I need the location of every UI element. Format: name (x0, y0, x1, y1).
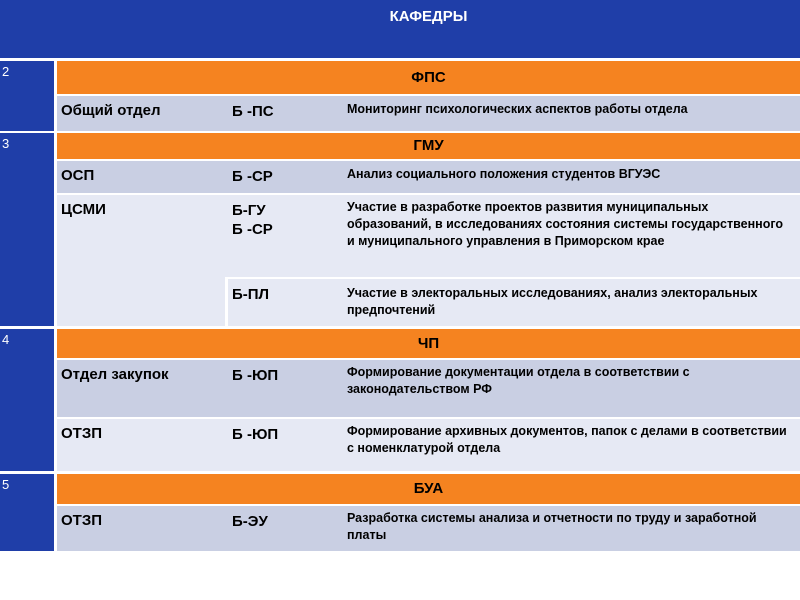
table-row (0, 279, 800, 326)
description-cell: Формирование документации отдела в соответствии с законодательством РФ (347, 365, 690, 396)
description-cell: Формирование архивных документов, папок с делами в соответствии с номенклатурой отдела (347, 424, 787, 455)
unit-cell: Общий отдел (61, 102, 161, 119)
table-row (0, 161, 800, 193)
department-name: ЧП (57, 329, 800, 358)
department-name: ФПС (57, 61, 800, 94)
description-cell: Участие в электоральных исследованиях, анализ электоральных предпочтений (347, 286, 758, 317)
table-row (0, 506, 800, 551)
code-cell: Б -ПС (232, 103, 274, 120)
code-cell: Б -СР (232, 168, 273, 185)
description-cell: Разработка системы анализа и отчетности по труду и заработной платы (347, 511, 757, 542)
section-number: 3 (0, 133, 54, 326)
description-cell: Участие в разработке проектов развития муниципальных образований, в исследованиях состояния системы государственного и муниципального управления в Приморском крае (347, 200, 784, 248)
section-number: 5 (0, 474, 54, 551)
unit-cell: ОТЗП (61, 425, 103, 442)
department-name: БУА (57, 474, 800, 504)
table-header (0, 0, 800, 58)
code-cell: Б-ЭУ (232, 513, 268, 530)
unit-cell: ОСП (61, 167, 95, 184)
code-cell: Б-ПЛ (232, 286, 270, 303)
section-header (0, 474, 800, 504)
table-row (0, 360, 800, 417)
department-name: ГМУ (57, 133, 800, 159)
section-number: 4 (0, 329, 54, 471)
unit-cell: Отдел закупок (61, 366, 169, 383)
unit-cell: ОТЗП (61, 512, 103, 529)
code-cell: Б -ЮП (232, 367, 279, 384)
table-row (0, 96, 800, 131)
header-title: КАФЕДРЫ (389, 8, 468, 25)
code-cell: Б -ЮП (232, 426, 279, 443)
section-header (0, 61, 800, 94)
section-header (0, 133, 800, 159)
table-row (0, 419, 800, 471)
code-cell: Б-ГУ Б -СР (232, 202, 273, 238)
header-number-cell (0, 0, 54, 58)
unit-cell: ЦСМИ (57, 195, 225, 326)
section-number: 2 (0, 61, 54, 131)
section-header (0, 329, 800, 358)
description-cell: Анализ социального положения студентов ВГУЭС (347, 167, 661, 181)
description-cell: Мониторинг психологических аспектов работы отдела (347, 102, 688, 116)
